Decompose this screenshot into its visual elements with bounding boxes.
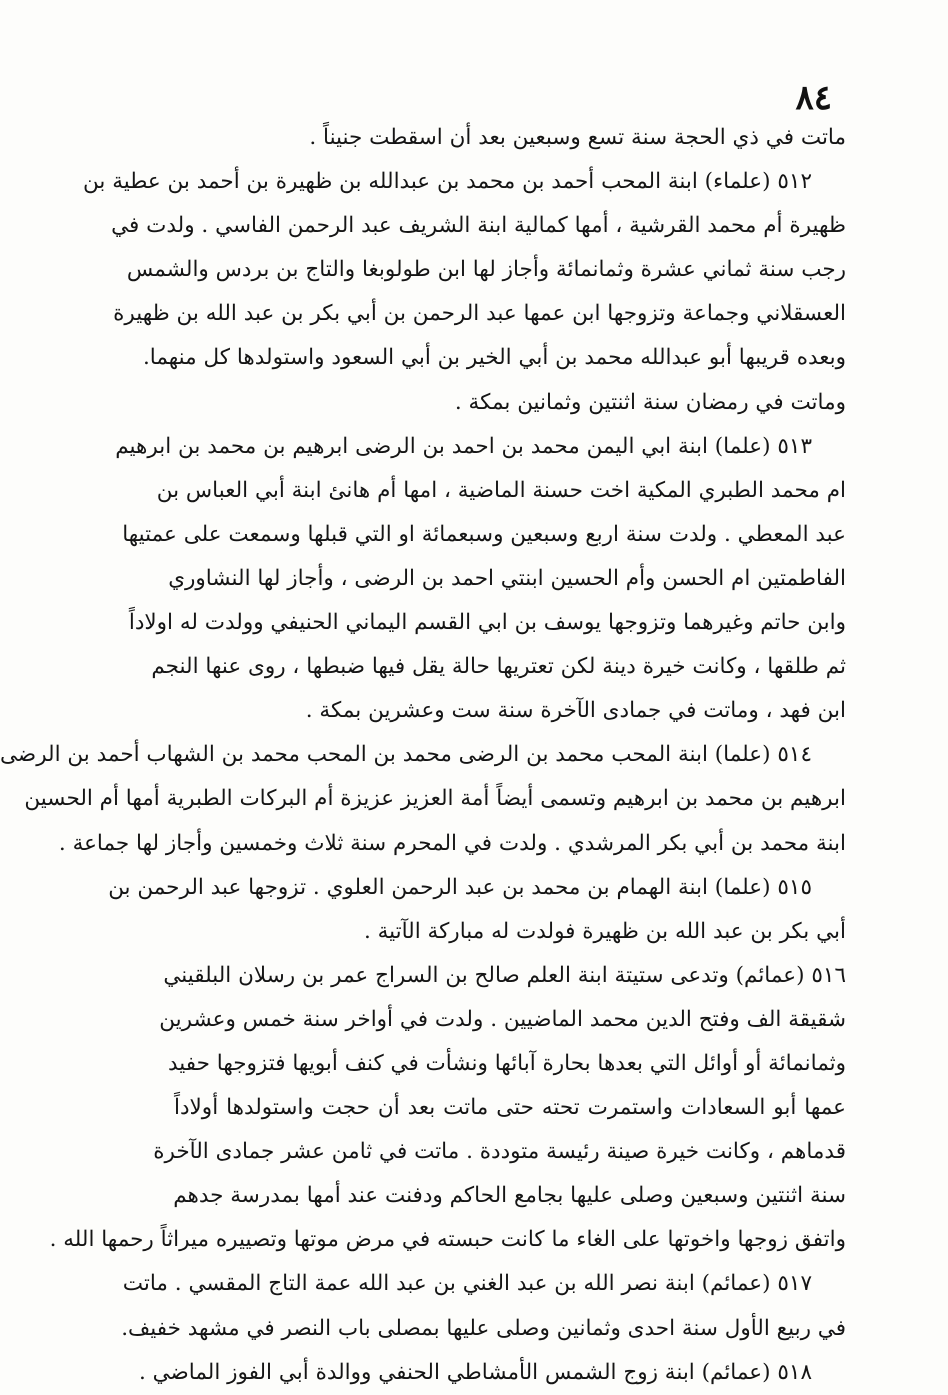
- text-line: في ربيع الأول سنة احدى وثمانين وصلى عليها بمصلى باب النصر في مشهد خفيف.: [121, 1315, 846, 1341]
- text-line: واتفق زوجها واخوتها على الغاء ما كانت حبسته في مرض موتها وتصييره ميراثاً رحمها الله .: [49, 1227, 846, 1253]
- entry-514-line: ٥١٤ (علما) ابنة المحب محمد بن الرضى محمد بن المحب محمد بن الشهاب أحمد بن الرضى: [0, 742, 812, 768]
- text-line: العسقلاني وجماعة وتزوجها ابن عمها عبد الرحمن بن أبي بكر بن عبد الله بن ظهيرة: [113, 301, 846, 327]
- entry-518-line: ٥١٨ (عمائم) ابنة زوج الشمس الأمشاطي الحنفي ووالدة أبي الفوز الماضي .: [138, 1359, 812, 1385]
- entry-515-line: ٥١٥ (علما) ابنة الهمام بن محمد بن عبد الرحمن العلوي . تزوجها عبد الرحمن بن: [108, 874, 812, 900]
- page-number: ٨٤: [795, 78, 832, 118]
- text-line: عمها أبو السعادات واستمرت تحته حتى ماتت بعد أن حجت واستولدها أولاداً: [174, 1095, 846, 1121]
- text-line: ابرهيم بن محمد بن ابرهيم وتسمى أيضاً أمة العزيز عزيزة أم البركات الطبرية أمها أم الحسين: [24, 786, 846, 812]
- text-line: وثمانمائة أو أوائل التي بعدها بحارة آبائها ونشأت في كنف أبويها فتزوجها حفيد: [168, 1050, 846, 1076]
- text-line: قدماهم ، وكانت خيرة صينة رئيسة متوددة . ماتت في ثامن عشر جمادى الآخرة: [153, 1139, 846, 1165]
- text-line: الفاطمتين ام الحسن وأم الحسين ابنتي احمد بن الرضى ، وأجاز لها النشاوري: [168, 565, 846, 591]
- text-line: عبد المعطي . ولدت سنة اربع وسبعين وسبعمائة او التي قبلها وسمعت على عمتيها: [122, 521, 846, 547]
- text-body: [0, 116, 846, 1395]
- text-line: وماتت في رمضان سنة اثنتين وثمانين بمكة .: [454, 389, 846, 415]
- entry-516-line: ٥١٦ (عمائم) وتدعى ستيتة ابنة العلم صالح بن السراج عمر بن رسلان البلقيني: [163, 962, 846, 988]
- text-line: سنة اثنتين وسبعين وصلى عليها بجامع الحاكم ودفنت عند أمها بمدرسة جدهم: [173, 1183, 846, 1209]
- text-line: شقيقة الف وفتح الدين محمد الماضيين . ولدت في أواخر سنة خمس وعشرين: [159, 1006, 846, 1032]
- text-line: ظهيرة أم محمد القرشية ، أمها كمالية ابنة الشريف عبد الرحمن الفاسي . ولدت في: [111, 213, 846, 239]
- text-line: ماتت في ذي الحجة سنة تسع وسبعين بعد أن اسقطت جنيناً .: [309, 125, 846, 150]
- entry-513-line: ٥١٣ (علما) ابنة ابي اليمن محمد بن احمد بن الرضى ابرهيم بن محمد بن ابرهيم: [115, 433, 812, 459]
- text-line: ابنة محمد بن أبي بكر المرشدي . ولدت في المحرم سنة ثلاث وخمسين وأجاز لها جماعة .: [58, 830, 846, 856]
- text-line: أبي بكر بن عبد الله بن ظهيرة فولدت له مباركة الآتية .: [363, 918, 846, 944]
- entry-512-line: ٥١٢ (علماء) ابنة المحب أحمد بن محمد بن عبدالله بن ظهيرة بن أحمد بن عطية بن: [83, 169, 812, 195]
- text-line: وبعده قريبها أبو عبدالله محمد بن أبي الخير بن أبي السعود واستولدها كل منهما.: [142, 345, 846, 371]
- text-line: وابن حاتم وغيرهما وتزوجها يوسف بن ابي القسم اليماني الحنيفي وولدت له اولاداً: [128, 610, 846, 636]
- text-line: ثم طلقها ، وكانت خيرة دينة لكن تعتريها حالة يقل فيها ضبطها ، روى عنها النجم: [151, 654, 846, 680]
- text-line: ابن فهد ، وماتت في جمادى الآخرة سنة ست وعشرين بمكة .: [305, 698, 846, 724]
- text-line: ام محمد الطبري المكية اخت حسنة الماضية ، امها أم هانئ ابنة أبي العباس بن: [156, 477, 846, 503]
- entry-517-line: ٥١٧ (عمائم) ابنة نصر الله بن عبد الغني بن عبد الله عمة التاج المقسي . ماتت: [122, 1271, 812, 1297]
- text-line: رجب سنة ثماني عشرة وثمانمائة وأجاز لها ابن طولوبغا والتاج بن بردس والشمس: [126, 257, 846, 283]
